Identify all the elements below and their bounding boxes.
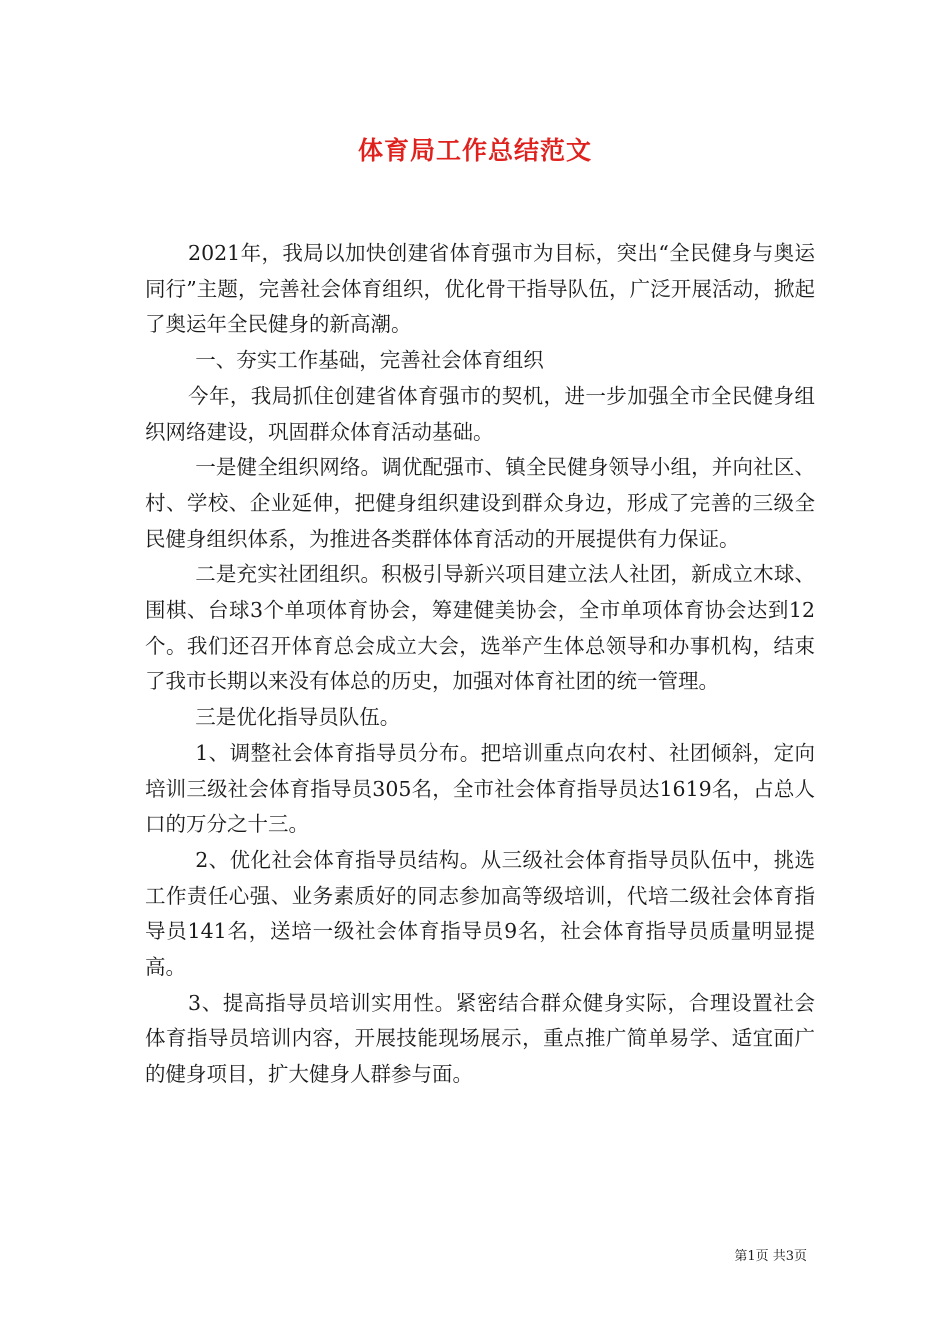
paragraph: 2、优化社会体育指导员结构。从三级社会体育指导员队伍中，挑选工作责任心强、业务素质好的同志参加高等级培训，代培二级社会体育指导员141名，送培一级社会体育指导员9名，社会体育指导员质量明显提高。 (145, 847, 815, 980)
paragraph: 1、调整社会体育指导员分布。把培训重点向农村、社团倾斜，定向培训三级社会体育指导员305名，全市社会体育指导员达1619名，占总人口的万分之十三。 (145, 740, 815, 837)
document-body (145, 236, 815, 1093)
paragraph: 三是优化指导员队伍。 (195, 705, 401, 730)
page-number-footer: 第1页 共3页 (734, 1249, 807, 1264)
paragraph: 3、提高指导员培训实用性。紧密结合群众健身实际，合理设置社会体育指导员培训内容，开展技能现场展示，重点推广简单易学、适宜面广的健身项目，扩大健身人群参与面。 (145, 990, 815, 1087)
document-title: 体育局工作总结范文 (357, 136, 592, 165)
section-heading-1: 一、夯实工作基础，完善社会体育组织 (195, 348, 544, 373)
paragraph: 今年，我局抓住创建省体育强市的契机，进一步加强全市全民健身组织网络建设，巩固群众体育活动基础。 (145, 383, 815, 444)
paragraph: 一是健全组织网络。调优配强市、镇全民健身领导小组，并向社区、村、学校、企业延伸，把健身组织建设到群众身边，形成了完善的三级全民健身组织体系，为推进各类群体体育活动的开展提供有力保证。 (145, 455, 815, 551)
paragraph: 二是充实社团组织。积极引导新兴项目建立法人社团，新成立木球、围棋、台球3个单项体育协会，筹建健美协会，全市单项体育协会达到12个。我们还召开体育总会成立大会，选举产生体总领导和办事机构，结束了我市长期以来没有体总的历史，加强对体育社团的统一管理。 (145, 562, 815, 694)
paragraph-intro: 2021年，我局以加快创建省体育强市为目标，突出“全民健身与奥运同行”主题，完善社会体育组织，优化骨干指导队伍，广泛开展活动，掀起了奥运年全民健身的新高潮。 (145, 241, 815, 337)
